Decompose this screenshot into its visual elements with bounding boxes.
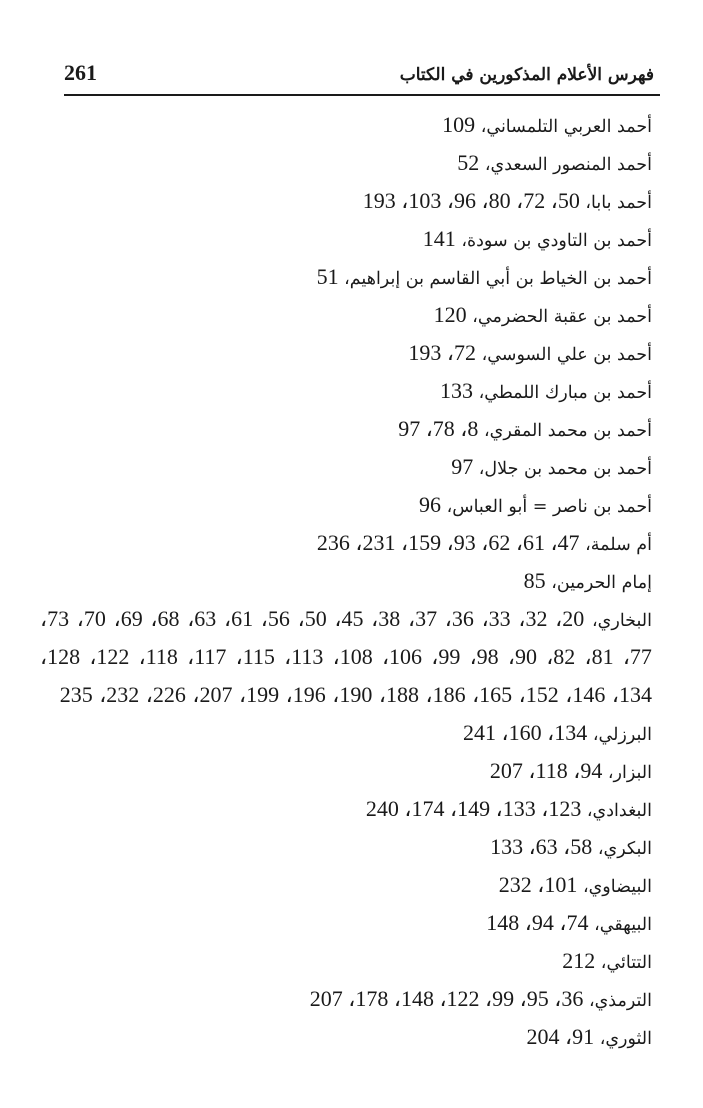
entry-pages: 123، 133، 149، 174، 240 (365, 796, 582, 821)
index-entry (40, 221, 652, 259)
index-entry (40, 791, 652, 829)
running-title: فهرس الأعلام المذكورين في الكتاب (399, 65, 654, 85)
index-entry (40, 829, 652, 867)
entry-pages: 101، 232 (498, 872, 578, 897)
entry-name: البيهقي، (594, 915, 652, 935)
index-entry (40, 753, 652, 791)
entry-pages: 109 (442, 112, 476, 137)
index-entry (40, 601, 652, 715)
entry-pages: 97 (451, 454, 474, 479)
entry-name: أم سلمة، (585, 535, 652, 555)
entry-pages: 20، 32، 33، 36، 37، 38، 45، 50، 56، 61، 63، 68، 69، 70، 73، 77، 81، 82، 90، 98، 99، 106، 108، 113، 115، 117، 118، 122، 128، 134، 146، 152، 165، 186، 188، 190، 196، 199، 207، 226، 232، 235 (40, 606, 652, 707)
entry-name: أحمد العربي التلمساني، (480, 117, 652, 137)
entry-pages: 120 (433, 302, 467, 327)
entry-name: التتائي، (600, 953, 652, 973)
entry-name: الثوري، (599, 1029, 652, 1049)
index-entry (40, 981, 652, 1019)
index-entry (40, 145, 652, 183)
index-entry (40, 867, 652, 905)
entry-name: أحمد بابا، (585, 193, 652, 213)
entry-pages: 51 (316, 264, 339, 289)
entry-name: البكري، (597, 839, 652, 859)
entry-pages: 134، 160، 241 (463, 720, 588, 745)
index-entry (40, 563, 652, 601)
index-entry (40, 449, 652, 487)
entry-name: أحمد بن محمد المقري، (483, 421, 652, 441)
entry-pages: 141 (422, 226, 456, 251)
entry-name: الترمذي، (588, 991, 652, 1011)
entry-name: أحمد بن ناصر = أبو العباس، (446, 497, 652, 517)
entry-name: البغدادي، (586, 801, 652, 821)
entry-name: البيضاوي، (582, 877, 652, 897)
index-entry (40, 183, 652, 221)
entry-name: أحمد بن محمد بن جلال، (478, 459, 652, 479)
index-entry (40, 525, 652, 563)
entry-pages: 91، 204 (526, 1024, 595, 1049)
index-entry (40, 373, 652, 411)
entry-pages: 133 (440, 378, 473, 403)
page-number: 261 (64, 60, 97, 85)
index-entry (40, 335, 652, 373)
entry-pages: 52 (457, 150, 480, 175)
entry-pages: 72، 193 (408, 340, 476, 365)
index-entry (40, 943, 652, 981)
index-entry (40, 107, 652, 145)
entry-pages: 47، 61، 62، 93، 159، 231، 236 (316, 530, 580, 555)
entry-pages: 96 (419, 492, 442, 517)
page-header (64, 58, 660, 96)
index-entry (40, 259, 652, 297)
index-entry (40, 905, 652, 943)
entry-name: البزار، (607, 763, 652, 783)
entry-pages: 85 (523, 568, 546, 593)
index-entry (40, 297, 652, 335)
entry-pages: 58، 63، 133 (490, 834, 593, 859)
entry-name: أحمد بن علي السوسي، (481, 345, 652, 365)
entry-name: أحمد بن عقبة الحضرمي، (472, 307, 652, 327)
entry-pages: 50، 72، 80، 96، 103، 193 (362, 188, 580, 213)
entry-name: أحمد بن مبارك اللمطي، (478, 383, 652, 403)
index-entry (40, 487, 652, 525)
entry-pages: 8، 78، 97 (398, 416, 479, 441)
index-entry (40, 715, 652, 753)
index-entry (40, 1019, 652, 1057)
entry-name: أحمد بن التاودي بن سودة، (461, 231, 652, 251)
entry-name: إمام الحرمين، (551, 573, 652, 593)
entry-pages: 94، 118، 207 (489, 758, 603, 783)
entry-pages: 36، 95، 99، 122، 148، 178، 207 (309, 986, 584, 1011)
entry-pages: 74، 94، 148 (486, 910, 589, 935)
entry-pages: 212 (562, 948, 596, 973)
entry-name: البخاري، (592, 611, 652, 631)
entry-name: البرزلي، (592, 725, 652, 745)
index-list (40, 107, 652, 1057)
index-entry (40, 411, 652, 449)
entry-name: أحمد المنصور السعدي، (484, 155, 652, 175)
entry-name: أحمد بن الخياط بن أبي القاسم بن إبراهيم، (344, 269, 652, 289)
